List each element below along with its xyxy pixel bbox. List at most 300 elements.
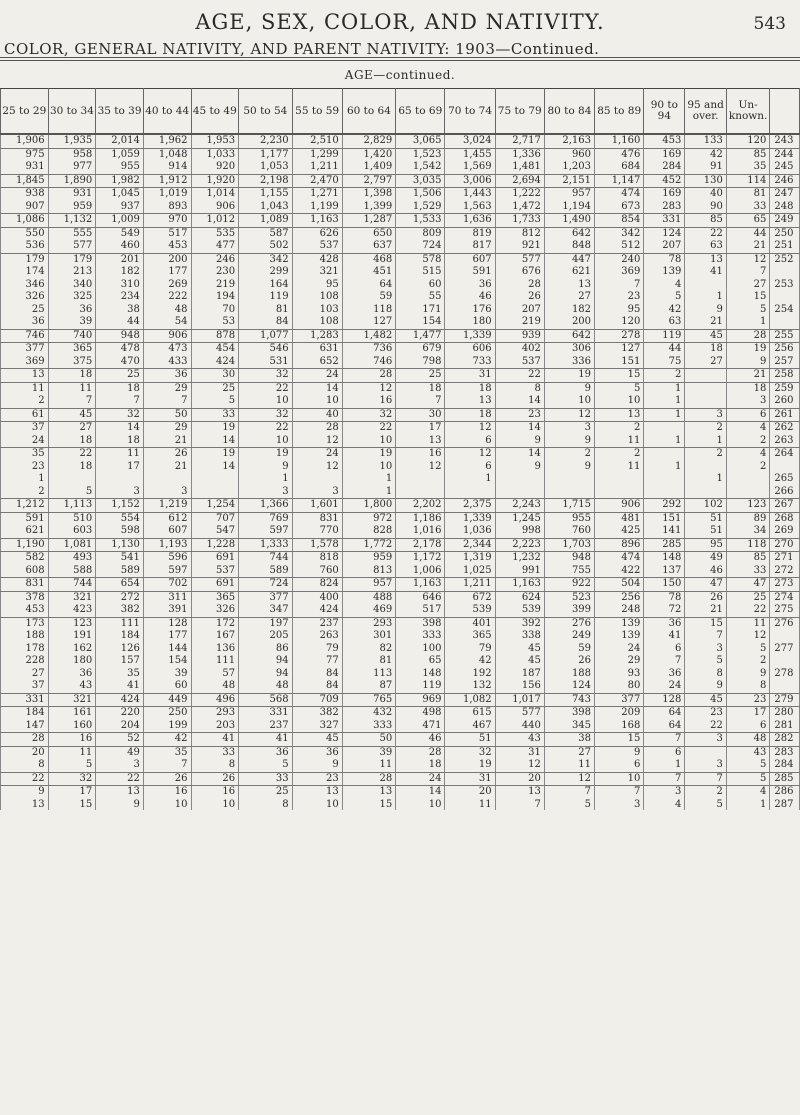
table-cell: 537 <box>191 565 239 578</box>
table-cell: 103 <box>292 304 342 317</box>
table-cell: 9 <box>726 356 770 369</box>
table-cell: 100 <box>396 643 445 656</box>
table-cell: 24 <box>292 448 342 461</box>
table-cell: 32 <box>239 369 292 383</box>
table-cell: 914 <box>143 161 191 174</box>
table-cell: 144 <box>143 643 191 656</box>
table-cell: 340 <box>48 279 96 292</box>
table-cell: 18 <box>445 408 495 422</box>
line-number-cell: 278 <box>770 668 800 681</box>
table-cell: 1,160 <box>595 134 644 148</box>
table-cell: 70 <box>191 304 239 317</box>
table-cell: 365 <box>48 343 96 356</box>
table-cell: 819 <box>445 227 495 240</box>
table-cell: 1,132 <box>48 214 96 228</box>
table-cell: 331 <box>1 693 49 707</box>
table-cell: 342 <box>595 227 644 240</box>
table-cell: 1,082 <box>445 693 495 707</box>
table-cell: 21 <box>726 240 770 253</box>
table-cell: 2,344 <box>445 538 495 552</box>
table-cell: 10 <box>396 799 445 812</box>
table-cell: 3 <box>595 799 644 812</box>
table-row <box>1 356 800 369</box>
table-cell: 631 <box>292 343 342 356</box>
line-number-cell: 269 <box>770 525 800 538</box>
table-cell: 220 <box>96 707 144 720</box>
table-cell: 47 <box>685 578 726 592</box>
table-cell: 18 <box>96 382 144 395</box>
table-cell: 3,065 <box>396 134 445 148</box>
column-header: 95 and over. <box>685 89 726 135</box>
table-cell: 1,529 <box>396 201 445 214</box>
table-cell: 2 <box>726 655 770 668</box>
table-cell: 22 <box>685 227 726 240</box>
table-cell <box>292 473 342 486</box>
table-cell: 9 <box>1 786 49 799</box>
table-cell: 151 <box>644 512 685 525</box>
table-cell: 3 <box>292 486 342 499</box>
table-cell: 118 <box>726 538 770 552</box>
table-cell: 94 <box>239 655 292 668</box>
table-cell: 148 <box>644 552 685 565</box>
table-cell: 679 <box>396 343 445 356</box>
table-cell <box>445 486 495 499</box>
table-row <box>1 604 800 617</box>
table-cell: 1,906 <box>1 134 49 148</box>
table-cell: 1,935 <box>48 134 96 148</box>
table-cell: 256 <box>595 591 644 604</box>
table-cell: 809 <box>396 227 445 240</box>
table-cell: 32 <box>342 408 395 422</box>
table-cell: 1,245 <box>495 512 544 525</box>
table-cell: 78 <box>644 253 685 266</box>
line-number-cell: 279 <box>770 693 800 707</box>
table-cell: 249 <box>544 630 594 643</box>
table-cell: 369 <box>595 266 644 279</box>
line-number-cell: 265 <box>770 473 800 486</box>
table-cell: 197 <box>239 617 292 630</box>
table-cell: 537 <box>495 356 544 369</box>
table-cell: 1,333 <box>239 538 292 552</box>
table-cell: 493 <box>48 552 96 565</box>
table-cell: 1 <box>1 473 49 486</box>
table-row <box>1 720 800 733</box>
table-cell: 51 <box>685 512 726 525</box>
table-cell: 1,113 <box>48 499 96 513</box>
table-cell: 1,920 <box>191 174 239 188</box>
table-cell: 22 <box>96 772 144 786</box>
table-cell: 10 <box>239 435 292 448</box>
table-cell: 6 <box>644 746 685 759</box>
line-number-cell: 248 <box>770 201 800 214</box>
line-number-cell: 258 <box>770 369 800 383</box>
table-cell: 18 <box>726 382 770 395</box>
table-cell: 1 <box>342 486 395 499</box>
table-cell: 228 <box>1 655 49 668</box>
table-cell: 3 <box>685 408 726 422</box>
table-cell: 1 <box>644 395 685 408</box>
table-cell: 957 <box>342 578 395 592</box>
table-cell: 3 <box>685 733 726 747</box>
table-cell: 169 <box>644 148 685 161</box>
table-cell: 817 <box>445 240 495 253</box>
table-cell: 760 <box>292 565 342 578</box>
table-cell: 17 <box>96 461 144 474</box>
table-cell: 1,211 <box>445 578 495 592</box>
table-cell: 496 <box>191 693 239 707</box>
table-cell: 1,636 <box>445 214 495 228</box>
table-cell: 263 <box>292 630 342 643</box>
table-cell: 75 <box>644 356 685 369</box>
table-cell: 1 <box>726 799 770 812</box>
table-cell: 3 <box>685 759 726 772</box>
table-cell: 114 <box>726 174 770 188</box>
table-cell: 120 <box>726 134 770 148</box>
table-row <box>1 746 800 759</box>
table-cell: 760 <box>544 525 594 538</box>
table-cell: 831 <box>1 578 49 592</box>
table-cell: 124 <box>544 680 594 693</box>
table-cell: 454 <box>191 343 239 356</box>
table-cell: 8 <box>495 382 544 395</box>
table-cell: 433 <box>143 356 191 369</box>
table-cell: 1,203 <box>544 161 594 174</box>
line-number-cell: 284 <box>770 759 800 772</box>
table-cell: 2 <box>1 486 49 499</box>
table-cell: 707 <box>191 512 239 525</box>
table-cell: 398 <box>544 707 594 720</box>
table-cell: 28 <box>396 746 445 759</box>
table-cell: 1,089 <box>239 214 292 228</box>
table-cell: 26 <box>191 772 239 786</box>
line-number-cell: 274 <box>770 591 800 604</box>
table-cell: 199 <box>143 720 191 733</box>
table-cell: 18 <box>48 435 96 448</box>
table-cell: 32 <box>445 746 495 759</box>
table-subtitle: COLOR, GENERAL NATIVITY, AND PARENT NATIVITY: 1903—Continued. <box>4 40 600 58</box>
table-cell: 626 <box>292 227 342 240</box>
table-cell: 187 <box>495 668 544 681</box>
table-cell: 998 <box>495 525 544 538</box>
table-cell: 1,053 <box>239 161 292 174</box>
table-cell: 141 <box>644 525 685 538</box>
table-cell: 12 <box>726 253 770 266</box>
table-cell: 18 <box>48 369 96 383</box>
line-number-cell: 273 <box>770 578 800 592</box>
table-cell: 180 <box>445 316 495 329</box>
table-cell: 9 <box>595 746 644 759</box>
table-cell: 331 <box>644 214 685 228</box>
table-cell: 607 <box>445 253 495 266</box>
table-cell: 1,193 <box>143 538 191 552</box>
table-cell: 1,155 <box>239 188 292 201</box>
table-cell: 7 <box>685 630 726 643</box>
table-cell: 1,172 <box>396 552 445 565</box>
table-cell: 591 <box>445 266 495 279</box>
table-row <box>1 525 800 538</box>
table-cell: 2 <box>1 395 49 408</box>
table-cell: 568 <box>239 693 292 707</box>
table-cell: 399 <box>544 604 594 617</box>
table-cell: 36 <box>644 668 685 681</box>
line-number-cell: 244 <box>770 148 800 161</box>
table-cell: 1,177 <box>239 148 292 161</box>
table-cell: 597 <box>143 565 191 578</box>
table-cell: 192 <box>445 668 495 681</box>
table-cell: 13 <box>1 799 49 812</box>
table-cell: 2,202 <box>396 499 445 513</box>
table-cell: 38 <box>96 304 144 317</box>
table-cell: 81 <box>342 655 395 668</box>
table-cell: 423 <box>48 604 96 617</box>
table-cell: 21 <box>685 316 726 329</box>
table-cell <box>495 486 544 499</box>
table-cell: 1,219 <box>143 499 191 513</box>
table-cell: 293 <box>191 707 239 720</box>
table-cell: 23 <box>726 693 770 707</box>
table-cell: 2,163 <box>544 134 594 148</box>
table-cell: 36 <box>445 279 495 292</box>
table-cell: 11 <box>96 448 144 461</box>
table-cell <box>191 473 239 486</box>
table-cell: 5 <box>726 304 770 317</box>
table-cell: 31 <box>445 772 495 786</box>
table-cell: 3,024 <box>445 134 495 148</box>
table-cell: 16 <box>191 786 239 799</box>
table-cell: 79 <box>292 643 342 656</box>
table-cell: 31 <box>495 746 544 759</box>
line-number-cell: 275 <box>770 604 800 617</box>
table-cell: 12 <box>544 408 594 422</box>
table-cell: 9 <box>685 680 726 693</box>
table-cell: 15 <box>342 799 395 812</box>
table-cell: 11 <box>48 746 96 759</box>
table-cell: 39 <box>48 316 96 329</box>
table-cell: 1,733 <box>495 214 544 228</box>
table-cell: 744 <box>48 578 96 592</box>
table-cell: 13 <box>495 786 544 799</box>
table-row <box>1 382 800 395</box>
table-cell: 293 <box>342 617 395 630</box>
table-cell: 16 <box>48 733 96 747</box>
table-cell: 14 <box>495 395 544 408</box>
table-cell: 392 <box>495 617 544 630</box>
table-cell: 23 <box>595 291 644 304</box>
table-cell: 828 <box>342 525 395 538</box>
table-cell: 1,016 <box>396 525 445 538</box>
table-cell: 770 <box>292 525 342 538</box>
table-cell: 19 <box>445 759 495 772</box>
table-cell: 2,829 <box>342 134 395 148</box>
table-cell: 4 <box>726 786 770 799</box>
table-cell <box>595 486 644 499</box>
table-cell: 24 <box>1 435 49 448</box>
table-cell <box>644 448 685 461</box>
table-cell: 20 <box>445 786 495 799</box>
table-cell <box>685 746 726 759</box>
table-cell: 177 <box>143 266 191 279</box>
table-cell: 342 <box>239 253 292 266</box>
table-cell <box>191 486 239 499</box>
table-cell: 607 <box>143 525 191 538</box>
table-cell: 428 <box>292 253 342 266</box>
table-cell: 95 <box>292 279 342 292</box>
table-cell: 27 <box>48 422 96 435</box>
table-cell: 1,163 <box>495 578 544 592</box>
table-cell: 7 <box>644 655 685 668</box>
table-cell: 537 <box>292 240 342 253</box>
table-cell: 30 <box>191 369 239 383</box>
table-cell: 33 <box>726 201 770 214</box>
table-cell: 45 <box>48 408 96 422</box>
line-number-cell: 260 <box>770 395 800 408</box>
table-cell: 10 <box>191 799 239 812</box>
header-rule-double <box>0 60 800 61</box>
table-cell: 365 <box>191 591 239 604</box>
table-cell: 44 <box>726 227 770 240</box>
table-cell: 222 <box>143 291 191 304</box>
table-cell: 377 <box>595 693 644 707</box>
table-cell: 587 <box>239 227 292 240</box>
table-cell: 440 <box>495 720 544 733</box>
table-cell: 20 <box>1 746 49 759</box>
table-row <box>1 395 800 408</box>
table-cell: 8 <box>685 668 726 681</box>
table-cell: 331 <box>239 707 292 720</box>
line-number-cell <box>770 291 800 304</box>
table-cell: 45 <box>685 329 726 343</box>
table-row <box>1 578 800 592</box>
table-cell: 1,033 <box>191 148 239 161</box>
table-cell: 6 <box>726 408 770 422</box>
table-cell: 151 <box>595 356 644 369</box>
line-number-cell: 247 <box>770 188 800 201</box>
table-cell: 59 <box>342 291 395 304</box>
table-cell: 85 <box>726 148 770 161</box>
table-cell: 64 <box>644 707 685 720</box>
table-cell: 1,366 <box>239 499 292 513</box>
table-cell: 19 <box>726 343 770 356</box>
table-cell: 652 <box>292 356 342 369</box>
table-cell: 969 <box>396 693 445 707</box>
table-cell: 3,035 <box>396 174 445 188</box>
table-cell: 128 <box>143 617 191 630</box>
column-header: 30 to 34 <box>48 89 96 135</box>
table-row <box>1 435 800 448</box>
table-cell: 1,982 <box>96 174 144 188</box>
table-cell: 948 <box>96 329 144 343</box>
table-cell: 219 <box>191 279 239 292</box>
table-cell: 449 <box>143 693 191 707</box>
table-cell: 18 <box>396 382 445 395</box>
table-cell: 391 <box>143 604 191 617</box>
table-cell: 21 <box>143 435 191 448</box>
column-header: 55 to 59 <box>292 89 342 135</box>
table-cell: 6 <box>445 461 495 474</box>
table-cell: 1,533 <box>396 214 445 228</box>
table-cell: 2,151 <box>544 174 594 188</box>
table-cell: 28 <box>342 369 395 383</box>
table-body <box>1 134 800 862</box>
table-cell: 1,953 <box>191 134 239 148</box>
table-cell: 1 <box>685 473 726 486</box>
table-cell: 471 <box>396 720 445 733</box>
table-cell: 948 <box>544 552 594 565</box>
table-cell: 29 <box>143 382 191 395</box>
table-cell: 10 <box>595 772 644 786</box>
table-row <box>1 279 800 292</box>
table-cell: 1 <box>644 408 685 422</box>
line-number-cell: 283 <box>770 746 800 759</box>
table-cell: 93 <box>595 668 644 681</box>
table-cell: 9 <box>495 435 544 448</box>
table-cell: 8 <box>726 680 770 693</box>
page-header <box>0 6 800 58</box>
table-cell: 177 <box>143 630 191 643</box>
table-cell: 237 <box>239 720 292 733</box>
table-row <box>1 161 800 174</box>
table-cell: 31 <box>445 369 495 383</box>
table-cell: 171 <box>396 304 445 317</box>
table-cell: 515 <box>396 266 445 279</box>
table-cell: 37 <box>1 680 49 693</box>
table-cell: 42 <box>143 733 191 747</box>
table-cell: 1 <box>644 435 685 448</box>
table-cell: 27 <box>685 356 726 369</box>
table-row <box>1 486 800 499</box>
table-cell: 1,048 <box>143 148 191 161</box>
line-number-cell: 261 <box>770 408 800 422</box>
table-cell: 468 <box>342 253 395 266</box>
table-cell: 12 <box>445 448 495 461</box>
table-cell: 278 <box>595 329 644 343</box>
table-cell: 89 <box>726 512 770 525</box>
table-cell: 972 <box>342 512 395 525</box>
table-cell: 299 <box>239 266 292 279</box>
table-cell: 536 <box>1 240 49 253</box>
table-cell: 549 <box>96 227 144 240</box>
table-cell: 180 <box>48 655 96 668</box>
table-cell: 1,199 <box>292 201 342 214</box>
table-cell: 23 <box>292 772 342 786</box>
line-number-cell: 243 <box>770 134 800 148</box>
table-cell: 7 <box>644 772 685 786</box>
table-cell: 1 <box>445 473 495 486</box>
table-row <box>1 201 800 214</box>
table-cell: 184 <box>96 630 144 643</box>
table-row <box>1 188 800 201</box>
line-number-cell <box>770 680 800 693</box>
column-header: 85 to 89 <box>595 89 644 135</box>
table-cell: 272 <box>96 591 144 604</box>
table-cell: 51 <box>445 733 495 747</box>
table-cell: 7 <box>595 786 644 799</box>
table-cell: 46 <box>445 291 495 304</box>
table-cell: 5 <box>239 759 292 772</box>
table-row <box>1 304 800 317</box>
table-cell: 424 <box>292 604 342 617</box>
table-cell: 336 <box>544 356 594 369</box>
table-cell: 453 <box>1 604 49 617</box>
table-cell: 25 <box>96 369 144 383</box>
table-cell: 48 <box>191 680 239 693</box>
table-cell: 624 <box>495 591 544 604</box>
table-cell: 3 <box>544 422 594 435</box>
table-cell: 1,455 <box>445 148 495 161</box>
table-cell: 126 <box>96 643 144 656</box>
table-cell <box>644 422 685 435</box>
table-cell: 637 <box>342 240 395 253</box>
